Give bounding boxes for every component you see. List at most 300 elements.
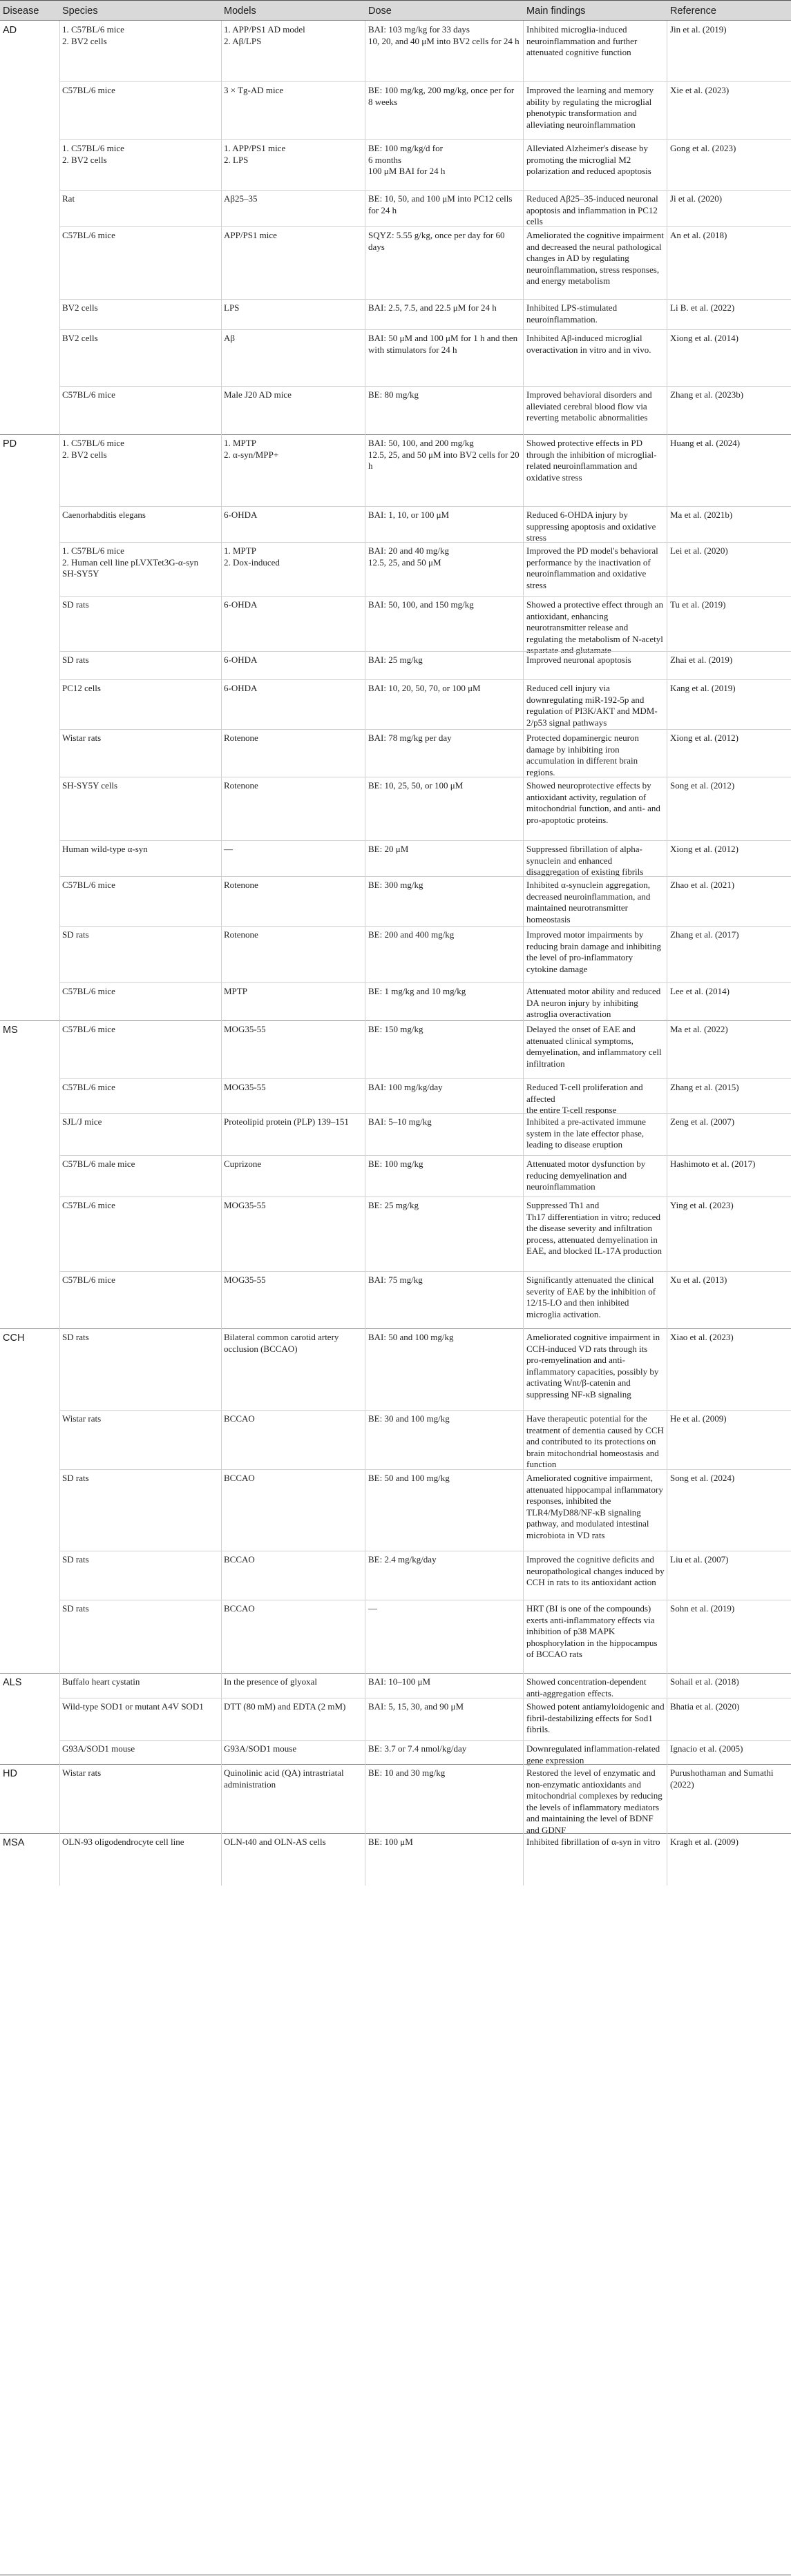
disease-label: HD	[3, 1768, 17, 1779]
cell-dose: BAI: 103 mg/kg for 33 days 10, 20, and 40 μM into BV2 cells for 24 h	[368, 24, 520, 46]
row-divider	[59, 1078, 791, 1079]
cell-species: C57BL/6 mice	[62, 880, 115, 890]
cell-findings: Reduced 6-OHDA injury by suppressing apoptosis and oxidative stress	[526, 510, 656, 543]
column-divider	[221, 1410, 222, 1469]
cell-findings: Inhibited fibrillation of α-syn in vitro	[526, 1837, 660, 1847]
row-divider	[59, 1155, 791, 1156]
column-divider	[523, 840, 524, 876]
cell-findings: Reduced cell injury via downregulating miR-192-5p and regulation of PI3K/AKT and MDM-2/p53 signal pathways	[526, 683, 658, 728]
cell-species: SD rats	[62, 1332, 89, 1342]
group-divider	[0, 1833, 791, 1834]
column-divider	[221, 1673, 222, 1698]
column-divider	[59, 542, 60, 596]
cell-dose: BE: 100 μM	[368, 1837, 413, 1847]
cell-species: SD rats	[62, 599, 89, 610]
cell-reference: Bhatia et al. (2020)	[670, 1701, 740, 1712]
cell-findings: Inhibited α-synuclein aggregation, decreased neuroinflammation, and maintained neurotransmitter homeostasis	[526, 880, 651, 924]
cell-dose: BE: 150 mg/kg	[368, 1024, 423, 1034]
cell-reference: Xiong et al. (2012)	[670, 844, 738, 854]
cell-species: C57BL/6 mice	[62, 1082, 115, 1092]
cell-species: Buffalo heart cystatin	[62, 1676, 140, 1687]
column-divider	[523, 1197, 524, 1271]
row-divider	[59, 1271, 791, 1272]
cell-species: C57BL/6 mice	[62, 1024, 115, 1034]
header-main-findings: Main findings	[526, 6, 586, 17]
cell-findings: Improved the PD model's behavioral performance by the inactivation of neuroinflammation and oxidative stress	[526, 545, 658, 590]
cell-reference: Zhao et al. (2021)	[670, 880, 735, 890]
column-divider	[523, 926, 524, 982]
cell-species: Caenorhabditis elegans	[62, 510, 146, 520]
column-divider	[59, 506, 60, 542]
column-divider	[523, 596, 524, 651]
row-divider	[59, 1469, 791, 1470]
column-divider	[221, 1469, 222, 1551]
column-divider	[523, 226, 524, 299]
cell-findings: Improved behavioral disorders and alleviated cerebral blood flow via reverting metabolic abnormalities	[526, 389, 652, 423]
cell-dose: BE: 1 mg/kg and 10 mg/kg	[368, 986, 466, 996]
column-divider	[221, 542, 222, 596]
cell-findings: Delayed the onset of EAE and attenuated clinical symptoms, demyelination, and inflammatory cell infiltration	[526, 1024, 662, 1069]
cell-models: 1. MPTP 2. Dox-induced	[224, 545, 280, 568]
cell-reference: Purushothaman and Sumathi (2022)	[670, 1768, 774, 1790]
column-divider	[523, 1410, 524, 1469]
cell-models: Proteolipid protein (PLP) 139–151	[224, 1116, 349, 1127]
cell-dose: BE: 200 and 400 mg/kg	[368, 929, 455, 940]
cell-dose: BAI: 25 mg/kg	[368, 655, 423, 665]
column-divider	[221, 299, 222, 329]
cell-species: OLN-93 oligodendrocyte cell line	[62, 1837, 184, 1847]
column-divider	[221, 729, 222, 777]
column-divider	[523, 1271, 524, 1328]
cell-dose: BE: 20 μM	[368, 844, 409, 854]
cell-dose: BAI: 1, 10, or 100 μM	[368, 510, 450, 520]
cell-findings: Ameliorated the cognitive impairment and decreased the neural pathological changes in AD by regulating neuroinflammation, stress responses, and energy metabolism	[526, 230, 664, 286]
column-divider	[59, 729, 60, 777]
column-divider	[221, 21, 222, 81]
cell-species: SJL/J mice	[62, 1116, 102, 1127]
row-divider	[59, 596, 791, 597]
column-divider	[523, 1600, 524, 1673]
cell-models: 1. APP/PS1 mice 2. LPS	[224, 143, 286, 165]
cell-species: Wistar rats	[62, 1768, 102, 1778]
column-divider	[221, 982, 222, 1020]
cell-models: LPS	[224, 302, 240, 313]
column-divider	[221, 329, 222, 386]
column-divider	[59, 1078, 60, 1113]
cell-findings: Inhibited Aβ-induced microglial overactivation in vitro and in vivo.	[526, 333, 651, 355]
cell-reference: Zeng et al. (2007)	[670, 1116, 735, 1127]
group-divider	[0, 1764, 791, 1765]
cell-models: BCCAO	[224, 1473, 255, 1483]
cell-models: Rotenone	[224, 880, 258, 890]
cell-dose: BAI: 78 mg/kg per day	[368, 733, 452, 743]
cell-findings: Improved motor impairments by reducing brain damage and inhibiting the level of pro-inflammatory cytokine damage	[526, 929, 661, 974]
cell-findings: Reduced T-cell proliferation and affected the entire T-cell response	[526, 1082, 643, 1115]
cell-reference: Jin et al. (2019)	[670, 24, 727, 35]
cell-reference: Song et al. (2024)	[670, 1473, 735, 1483]
row-divider	[59, 982, 791, 983]
column-divider	[59, 651, 60, 679]
cell-reference: Xiao et al. (2023)	[670, 1332, 734, 1342]
column-divider	[221, 1020, 222, 1078]
row-divider	[59, 729, 791, 730]
cell-reference: Xiong et al. (2012)	[670, 733, 738, 743]
column-divider	[59, 139, 60, 190]
column-divider	[221, 1764, 222, 1833]
disease-label: MS	[3, 1025, 18, 1036]
cell-findings: Improved the learning and memory ability by regulating the microglial phenotypic transformation and alleviating neuroinflammation	[526, 85, 654, 130]
row-divider	[59, 139, 791, 140]
cell-reference: Song et al. (2012)	[670, 780, 735, 791]
cell-models: BCCAO	[224, 1413, 255, 1424]
cell-species: 1. C57BL/6 mice 2. BV2 cells	[62, 24, 124, 46]
column-divider	[59, 1673, 60, 1698]
cell-species: Human wild-type α-syn	[62, 844, 148, 854]
cell-reference: Sohail et al. (2018)	[670, 1676, 739, 1687]
cell-species: 1. C57BL/6 mice 2. BV2 cells	[62, 438, 124, 460]
cell-reference: Huang et al. (2024)	[670, 438, 741, 448]
cell-reference: Liu et al. (2007)	[670, 1554, 729, 1565]
cell-findings: Inhibited microglia-induced neuroinflammation and further attenuated cognitive function	[526, 24, 638, 57]
cell-dose: BAI: 2.5, 7.5, and 22.5 μM for 24 h	[368, 302, 497, 313]
cell-findings: Improved neuronal apoptosis	[526, 655, 631, 665]
cell-findings: Showed concentration-dependent anti-aggregation effects.	[526, 1676, 647, 1698]
cell-species: BV2 cells	[62, 302, 98, 313]
cell-reference: Zhang et al. (2015)	[670, 1082, 739, 1092]
cell-reference: Ying et al. (2023)	[670, 1200, 734, 1210]
column-divider	[221, 596, 222, 651]
group-divider	[0, 1328, 791, 1329]
group-divider	[0, 434, 791, 435]
row-divider	[59, 506, 791, 507]
disease-label: PD	[3, 438, 17, 449]
cell-reference: Tu et al. (2019)	[670, 599, 726, 610]
cell-models: MPTP	[224, 986, 247, 996]
column-divider	[59, 1271, 60, 1328]
cell-dose: BE: 100 mg/kg, 200 mg/kg, once per for 8 weeks	[368, 85, 515, 107]
cell-models: 6-OHDA	[224, 655, 258, 665]
column-divider	[59, 982, 60, 1020]
column-divider	[59, 1551, 60, 1600]
cell-models: Male J20 AD mice	[224, 389, 292, 400]
cell-dose: BE: 300 mg/kg	[368, 880, 423, 890]
column-divider	[523, 542, 524, 596]
cell-findings: Attenuated motor dysfunction by reducing demyelination and neuroinflammation	[526, 1159, 646, 1192]
cell-species: 1. C57BL/6 mice 2. Human cell line pLVXTet3G-α-syn SH-SY5Y	[62, 545, 199, 579]
cell-models: 1. MPTP 2. α-syn/MPP+	[224, 438, 279, 460]
cell-models: Rotenone	[224, 929, 258, 940]
column-divider	[59, 299, 60, 329]
cell-models: MOG35-55	[224, 1024, 266, 1034]
cell-reference: Lee et al. (2014)	[670, 986, 730, 996]
cell-reference: Kang et al. (2019)	[670, 683, 736, 693]
cell-findings: Attenuated motor ability and reduced DA neuron injury by inhibiting astroglia overactivation	[526, 986, 661, 1019]
column-divider	[221, 1155, 222, 1197]
disease-label: AD	[3, 25, 17, 36]
cell-reference: Zhang et al. (2023b)	[670, 389, 744, 400]
cell-findings: Reduced Aβ25–35-induced neuronal apoptosis and inflammation in PC12 cells	[526, 193, 658, 226]
column-divider	[523, 1328, 524, 1410]
column-divider	[221, 1698, 222, 1740]
column-divider	[59, 226, 60, 299]
cell-species: C57BL/6 mice	[62, 230, 115, 240]
column-divider	[59, 1469, 60, 1551]
cell-dose: BAI: 5–10 mg/kg	[368, 1116, 432, 1127]
column-divider	[523, 876, 524, 926]
cell-dose: BAI: 20 and 40 mg/kg 12.5, 25, and 50 μM	[368, 545, 449, 568]
cell-species: 1. C57BL/6 mice 2. BV2 cells	[62, 143, 124, 165]
row-divider	[59, 840, 791, 841]
cell-dose: BE: 100 mg/kg/d for 6 months 100 μM BAI for 24 h	[368, 143, 446, 176]
cell-species: Wistar rats	[62, 733, 102, 743]
cell-reference: Gong et al. (2023)	[670, 143, 736, 153]
cell-species: SD rats	[62, 929, 89, 940]
column-divider	[221, 1328, 222, 1410]
cell-reference: Kragh et al. (2009)	[670, 1837, 738, 1847]
cell-models: 6-OHDA	[224, 683, 258, 693]
cell-models: Bilateral common carotid artery occlusion (BCCAO)	[224, 1332, 339, 1354]
cell-dose: BAI: 100 mg/kg/day	[368, 1082, 443, 1092]
row-divider	[59, 329, 791, 330]
row-divider	[59, 926, 791, 927]
row-divider	[59, 190, 791, 191]
disease-label: CCH	[3, 1333, 25, 1344]
column-divider	[59, 1833, 60, 1886]
column-divider	[523, 1020, 524, 1078]
column-divider	[59, 434, 60, 506]
column-divider	[523, 81, 524, 139]
cell-dose: BAI: 50 μM and 100 μM for 1 h and then with stimulators for 24 h	[368, 333, 518, 355]
cell-reference: Lei et al. (2020)	[670, 545, 728, 556]
cell-findings: HRT (BI is one of the compounds) exerts anti-inflammatory effects via inhibition of p38 MAPK phosphorylation in the hippocampus of BCCAO rats	[526, 1603, 658, 1659]
column-divider	[59, 876, 60, 926]
cell-dose: BE: 10, 25, 50, or 100 μM	[368, 780, 464, 791]
group-divider	[0, 1673, 791, 1674]
cell-species: C57BL/6 mice	[62, 1275, 115, 1285]
cell-species: Rat	[62, 193, 75, 204]
cell-models: MOG35-55	[224, 1275, 266, 1285]
column-divider	[59, 329, 60, 386]
column-divider	[59, 1410, 60, 1469]
header-species: Species	[62, 6, 98, 17]
column-divider	[523, 190, 524, 226]
column-divider	[221, 1113, 222, 1155]
cell-dose: BAI: 50, 100, and 150 mg/kg	[368, 599, 474, 610]
cell-species: SD rats	[62, 1554, 89, 1565]
column-divider	[59, 777, 60, 840]
cell-species: Wistar rats	[62, 1413, 102, 1424]
column-divider	[523, 1673, 524, 1698]
column-divider	[59, 1328, 60, 1410]
column-divider	[221, 876, 222, 926]
cell-findings: Showed a protective effect through an antioxidant, enhancing neurotransmitter release and regulating the metabolism of N-acetyl aspartate and glutamate	[526, 599, 663, 655]
row-divider	[59, 542, 791, 543]
cell-dose: BE: 30 and 100 mg/kg	[368, 1413, 450, 1424]
column-divider	[221, 386, 222, 434]
column-divider	[221, 1078, 222, 1113]
column-divider	[523, 139, 524, 190]
column-divider	[523, 1698, 524, 1740]
column-divider	[523, 1764, 524, 1833]
column-divider	[221, 840, 222, 876]
cell-species: BV2 cells	[62, 333, 98, 343]
column-divider	[221, 1600, 222, 1673]
cell-reference: He et al. (2009)	[670, 1413, 727, 1424]
header-models: Models	[224, 6, 256, 17]
column-divider	[221, 1197, 222, 1271]
column-divider	[59, 1764, 60, 1833]
column-divider	[59, 926, 60, 982]
cell-reference: Sohn et al. (2019)	[670, 1603, 735, 1614]
column-divider	[59, 21, 60, 81]
column-divider	[523, 982, 524, 1020]
column-divider	[59, 81, 60, 139]
cell-dose: BAI: 50 and 100 mg/kg	[368, 1332, 454, 1342]
column-divider	[59, 1020, 60, 1078]
cell-findings: Improved the cognitive deficits and neuropathological changes induced by CCH in rats to its antioxidant action	[526, 1554, 665, 1587]
cell-dose: BE: 100 mg/kg	[368, 1159, 423, 1169]
column-divider	[59, 840, 60, 876]
cell-species: Wild-type SOD1 or mutant A4V SOD1	[62, 1701, 204, 1712]
column-divider	[523, 1113, 524, 1155]
column-divider	[59, 679, 60, 729]
cell-models: Rotenone	[224, 733, 258, 743]
cell-dose: BAI: 10–100 μM	[368, 1676, 431, 1687]
column-divider	[59, 1113, 60, 1155]
column-divider	[523, 329, 524, 386]
column-divider	[59, 1600, 60, 1673]
column-divider	[221, 651, 222, 679]
row-divider	[59, 226, 791, 227]
cell-species: SH-SY5Y cells	[62, 780, 118, 791]
cell-models: MOG35-55	[224, 1200, 266, 1210]
column-divider	[221, 1271, 222, 1328]
row-divider	[59, 299, 791, 300]
table-header-row	[0, 0, 791, 21]
column-divider	[59, 1197, 60, 1271]
cell-findings: Suppressed fibrillation of alpha-synuclein and enhanced disaggregation of existing fibrils	[526, 844, 644, 877]
column-divider	[221, 81, 222, 139]
cell-findings: Alleviated Alzheimer's disease by promoting the microglial M2 polarization and reduced apoptosis	[526, 143, 651, 176]
header-reference: Reference	[670, 6, 716, 17]
cell-findings: Restored the level of enzymatic and non-enzymatic antioxidants and mitochondrial complexes by reducing the levels of inflammatory mediators and maintaining the level of BDNF and GDNF	[526, 1768, 663, 1835]
cell-species: SD rats	[62, 1473, 89, 1483]
column-divider	[59, 386, 60, 434]
cell-findings: Protected dopaminergic neuron damage by inhibiting iron accumulation in different brain regions.	[526, 733, 639, 777]
cell-reference: Zhang et al. (2017)	[670, 929, 739, 940]
header-disease: Disease	[3, 6, 39, 17]
cell-species: SD rats	[62, 1603, 89, 1614]
column-divider	[221, 679, 222, 729]
cell-models: G93A/SOD1 mouse	[224, 1743, 297, 1754]
cell-models: 6-OHDA	[224, 599, 258, 610]
cell-findings: Showed neuroprotective effects by antioxidant activity, regulation of mitochondrial function, and anti- and pro-apoptotic proteins.	[526, 780, 660, 825]
column-divider	[59, 1740, 60, 1764]
column-divider	[523, 1740, 524, 1764]
column-divider	[59, 1698, 60, 1740]
column-divider	[221, 777, 222, 840]
row-divider	[59, 81, 791, 82]
cell-species: C57BL/6 mice	[62, 85, 115, 95]
cell-reference: Ji et al. (2020)	[670, 193, 723, 204]
cell-models: 1. APP/PS1 AD model 2. Aβ/LPS	[224, 24, 305, 46]
cell-models: 3 × Tg-AD mice	[224, 85, 284, 95]
cell-models: APP/PS1 mice	[224, 230, 277, 240]
cell-reference: Li B. et al. (2022)	[670, 302, 735, 313]
column-divider	[523, 1469, 524, 1551]
cell-models: BCCAO	[224, 1603, 255, 1614]
column-divider	[523, 651, 524, 679]
cell-species: SD rats	[62, 655, 89, 665]
cell-species: G93A/SOD1 mouse	[62, 1743, 135, 1754]
column-divider	[59, 596, 60, 651]
column-divider	[523, 506, 524, 542]
row-divider	[59, 679, 791, 680]
column-divider	[523, 1155, 524, 1197]
cell-models: Cuprizone	[224, 1159, 262, 1169]
cell-findings: Have therapeutic potential for the treatment of dementia caused by CCH and contributed to its protections on brain mitochondrial homeostasis and function	[526, 1413, 664, 1469]
cell-models: —	[224, 844, 233, 854]
cell-species: C57BL/6 mice	[62, 1200, 115, 1210]
row-divider	[59, 1740, 791, 1741]
group-divider	[0, 1020, 791, 1021]
cell-dose: —	[368, 1603, 377, 1614]
cell-reference: Ignacio et al. (2005)	[670, 1743, 743, 1754]
cell-reference: Ma et al. (2021b)	[670, 510, 733, 520]
cell-models: Rotenone	[224, 780, 258, 791]
column-divider	[523, 777, 524, 840]
cell-models: DTT (80 mM) and EDTA (2 mM)	[224, 1701, 346, 1712]
column-divider	[221, 190, 222, 226]
row-divider	[59, 1410, 791, 1411]
cell-findings: Showed potent antiamyloidogenic and fibril-destabilizing effects for Sod1 fibrils.	[526, 1701, 665, 1734]
cell-findings: Suppressed Th1 and Th17 differentiation in vitro; reduced the disease severity and infiltration process, attenuated demyelination in EAE, and blocked IL-17A production	[526, 1200, 663, 1256]
column-divider	[221, 1551, 222, 1600]
cell-reference: Hashimoto et al. (2017)	[670, 1159, 756, 1169]
column-divider	[221, 1740, 222, 1764]
cell-dose: BE: 10 and 30 mg/kg	[368, 1768, 446, 1778]
cell-dose: BE: 10, 50, and 100 μM into PC12 cells for 24 h	[368, 193, 513, 215]
cell-reference: Ma et al. (2022)	[670, 1024, 728, 1034]
column-divider	[523, 729, 524, 777]
cell-models: Aβ	[224, 333, 236, 343]
cell-models: 6-OHDA	[224, 510, 258, 520]
cell-findings: Ameliorated cognitive impairment, attenuated hippocampal inflammatory responses, inhibited the TLR4/MyD88/NF-κB signaling pathway, and modulated intestinal microbiota in VD rats	[526, 1473, 663, 1540]
column-divider	[221, 434, 222, 506]
column-divider	[221, 926, 222, 982]
column-divider	[523, 21, 524, 81]
cell-reference: An et al. (2018)	[670, 230, 727, 240]
disease-label: MSA	[3, 1837, 25, 1848]
row-divider	[59, 876, 791, 877]
cell-findings: Inhibited a pre-activated immune system in the late effector phase, leading to disease eruption	[526, 1116, 646, 1150]
column-divider	[523, 1078, 524, 1113]
cell-models: BCCAO	[224, 1554, 255, 1565]
cell-findings: Ameliorated cognitive impairment in CCH-induced VD rats through its pro-remyelination and anti-inflammatory capacities, possibly by activating Wnt/β-catenin and suppressing NF-κB signaling	[526, 1332, 660, 1400]
cell-findings: Inhibited LPS-stimulated neuroinflammation.	[526, 302, 618, 325]
cell-reference: Xu et al. (2013)	[670, 1275, 727, 1285]
cell-reference: Xie et al. (2023)	[670, 85, 730, 95]
cell-models: OLN-t40 and OLN-AS cells	[224, 1837, 326, 1847]
cell-models: In the presence of glyoxal	[224, 1676, 318, 1687]
cell-models: Aβ25–35	[224, 193, 258, 204]
header-dose: Dose	[368, 6, 392, 17]
cell-species: C57BL/6 mice	[62, 389, 115, 400]
row-divider	[59, 651, 791, 652]
row-divider	[59, 1113, 791, 1114]
cell-models: MOG35-55	[224, 1082, 266, 1092]
row-divider	[59, 386, 791, 387]
